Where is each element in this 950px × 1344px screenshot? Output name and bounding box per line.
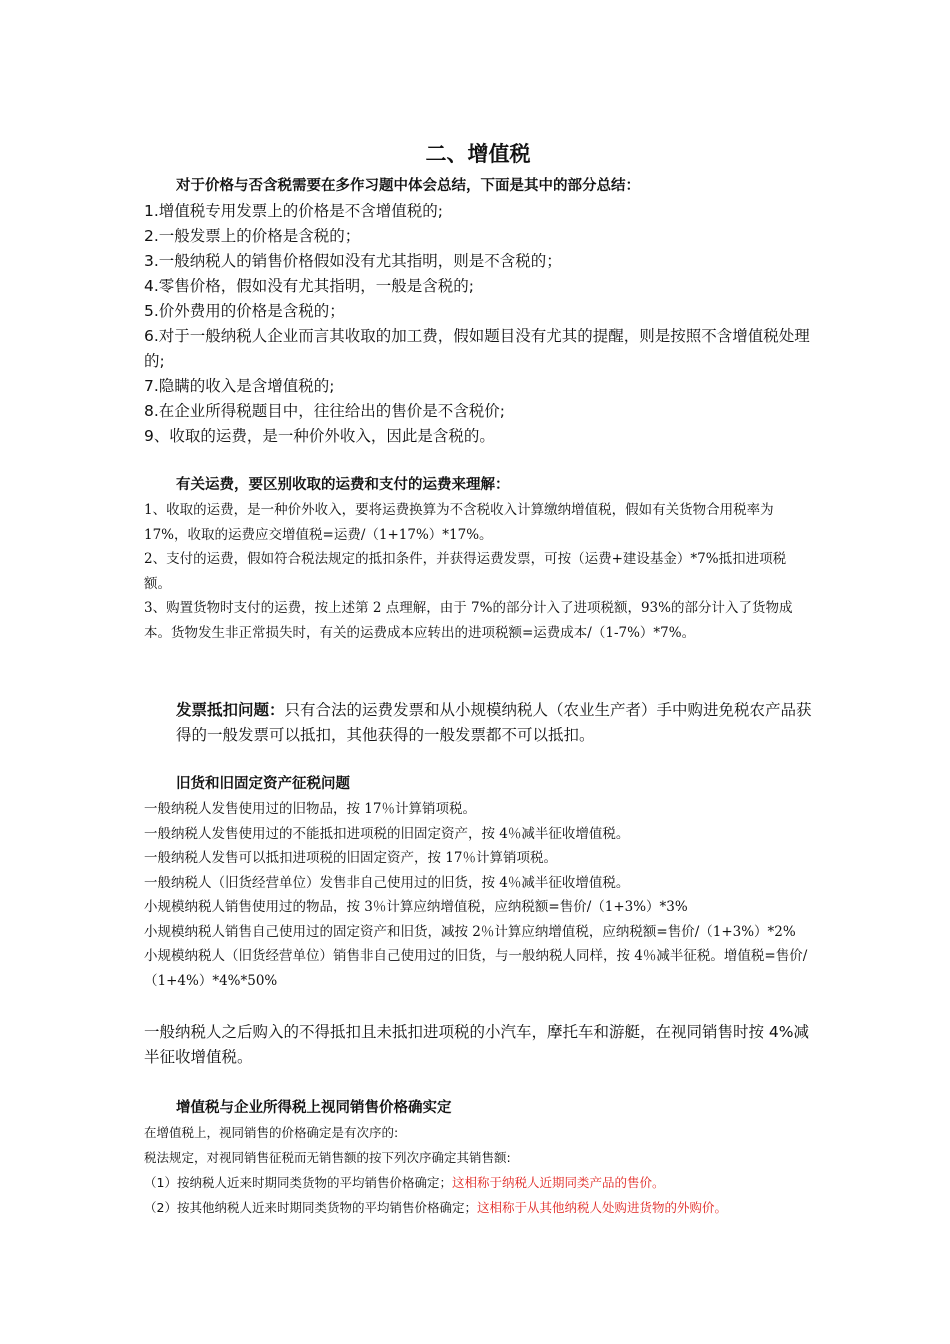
- section-tax-inclusive-summary: [144, 174, 812, 199]
- paragraph-lead: 发票抵扣问题：: [176, 701, 285, 719]
- section-deemed-sales: [144, 1096, 812, 1121]
- deemed-sales-body: [144, 1120, 812, 1220]
- paragraph-text: 只有合法的运费发票和从小规模纳税人（农业生产者）手中购进免税农产品获得的一般发票可以抵扣，其他获得的一般发票都不可以抵扣。: [176, 701, 812, 744]
- section-heading: 对于价格与否含税需要在多作习题中体会总结，下面是其中的部分总结：: [176, 178, 640, 194]
- section-heading: 旧货和旧固定资产征税问题: [176, 776, 350, 792]
- paragraph: 一般纳税人之后购入的不得抵扣且未抵扣进项税的小汽车，摩托车和游艇，在视同销售时按 4%减半征收增值税。: [144, 1023, 810, 1066]
- list-item: 小规模纳税人销售自己使用过的固定资产和旧货，减按 2％计算应纳增值税，应纳税额=售价/（1+3%）*2%: [144, 923, 796, 940]
- list-item: 2.一般发票上的价格是含税的；: [144, 227, 361, 245]
- list-item: 2、支付的运费，假如符合税法规定的抵扣条件，并获得运费发票，可按（运费+建设基金）*7%抵扣进项税额。: [144, 551, 787, 592]
- section-used-goods: [144, 772, 812, 797]
- list-item: 6.对于一般纳税人企业而言其收取的加工费，假如题目没有尤其的提醒，则是按照不含增值税处理的;: [144, 327, 810, 370]
- page-title: 二、增值税: [425, 142, 531, 166]
- list-item: （1）按纳税人近来时期同类货物的平均销售价格确定；这相称于纳税人近期同类产品的售价。: [144, 1175, 665, 1190]
- used-goods-vehicles: [144, 1020, 812, 1070]
- paragraph: 税法规定，对视同销售征税而无销售额的按下列次序确定其销售额:: [144, 1150, 511, 1165]
- list-item: 一般纳税人（旧货经营单位）发售非自己使用过的旧货，按 4％减半征收增值税。: [144, 874, 630, 891]
- highlight-note: 这相称于从其他纳税人处购进货物的外购价。: [476, 1200, 727, 1215]
- list-item: 3.一般纳税人的销售价格假如没有尤其指明，则是不含税的；: [144, 252, 562, 270]
- list-item: 一般纳税人发售使用过的不能抵扣进项税的旧固定资产，按 4％减半征收增值税。: [144, 825, 630, 842]
- list-item: （2）按其他纳税人近来时期同类货物的平均销售价格确定；这相称于从其他纳税人处购进货物的外购价。: [144, 1200, 727, 1215]
- list-item: 一般纳税人发售可以抵扣进项税的旧固定资产，按 17％计算销项税。: [144, 850, 557, 866]
- highlight-note: 这相称于纳税人近期同类产品的售价。: [451, 1175, 665, 1190]
- list-item: 5.价外费用的价格是含税的；: [144, 302, 345, 320]
- list-item: 4.零售价格，假如没有尤其指明，一般是含税的;: [144, 277, 475, 295]
- section-heading: 增值税与企业所得税上视同销售价格确实定: [176, 1100, 452, 1116]
- section-heading: 有关运费，要区别收取的运费和支付的运费来理解：: [176, 477, 510, 493]
- list-item: 一般纳税人发售使用过的旧物品，按 17％计算销项税。: [144, 801, 476, 817]
- list-item: 小规模纳税人销售使用过的物品，按 3％计算应纳增值税，应纳税额=售价/（1+3%）*3%: [144, 899, 688, 915]
- section-invoice-deduction: [144, 698, 812, 748]
- list-item: 9、收取的运费，是一种价外收入，因此是含税的。: [144, 427, 495, 445]
- list-item: 3、购置货物时支付的运费，按上述第 2 点理解，由于 7%的部分计入了进项税额，93%的部分计入了货物成本。货物发生非正常损失时，有关的运费成本应转出的进项税额=运费成本/（1-7%）*7%。: [144, 600, 793, 641]
- list-item: 小规模纳税人（旧货经营单位）销售非自己使用过的旧货，与一般纳税人同样，按 4％减半征税。增值税=售价/（1+4%）*4%*50%: [144, 948, 808, 989]
- used-goods-list: [144, 797, 812, 993]
- section-freight: [144, 473, 812, 498]
- list-item: 1.增值税专用发票上的价格是不含增值税的;: [144, 202, 444, 220]
- summary-list: [144, 199, 812, 449]
- freight-list: [144, 498, 812, 645]
- list-item: 8.在企业所得税题目中，往往给出的售价是不含税价;: [144, 402, 506, 420]
- paragraph: [144, 698, 812, 748]
- list-item: 1、收取的运费，是一种价外收入，要将运费换算为不含税收入计算缴纳增值税，假如有关货物合用税率为 17%，收取的运费应交增值税=运费/（1+17%）*17%。: [144, 502, 774, 543]
- paragraph: 在增值税上，视同销售的价格确定是有次序的:: [144, 1125, 399, 1140]
- list-item: 7.隐瞒的收入是含增值税的;: [144, 377, 335, 395]
